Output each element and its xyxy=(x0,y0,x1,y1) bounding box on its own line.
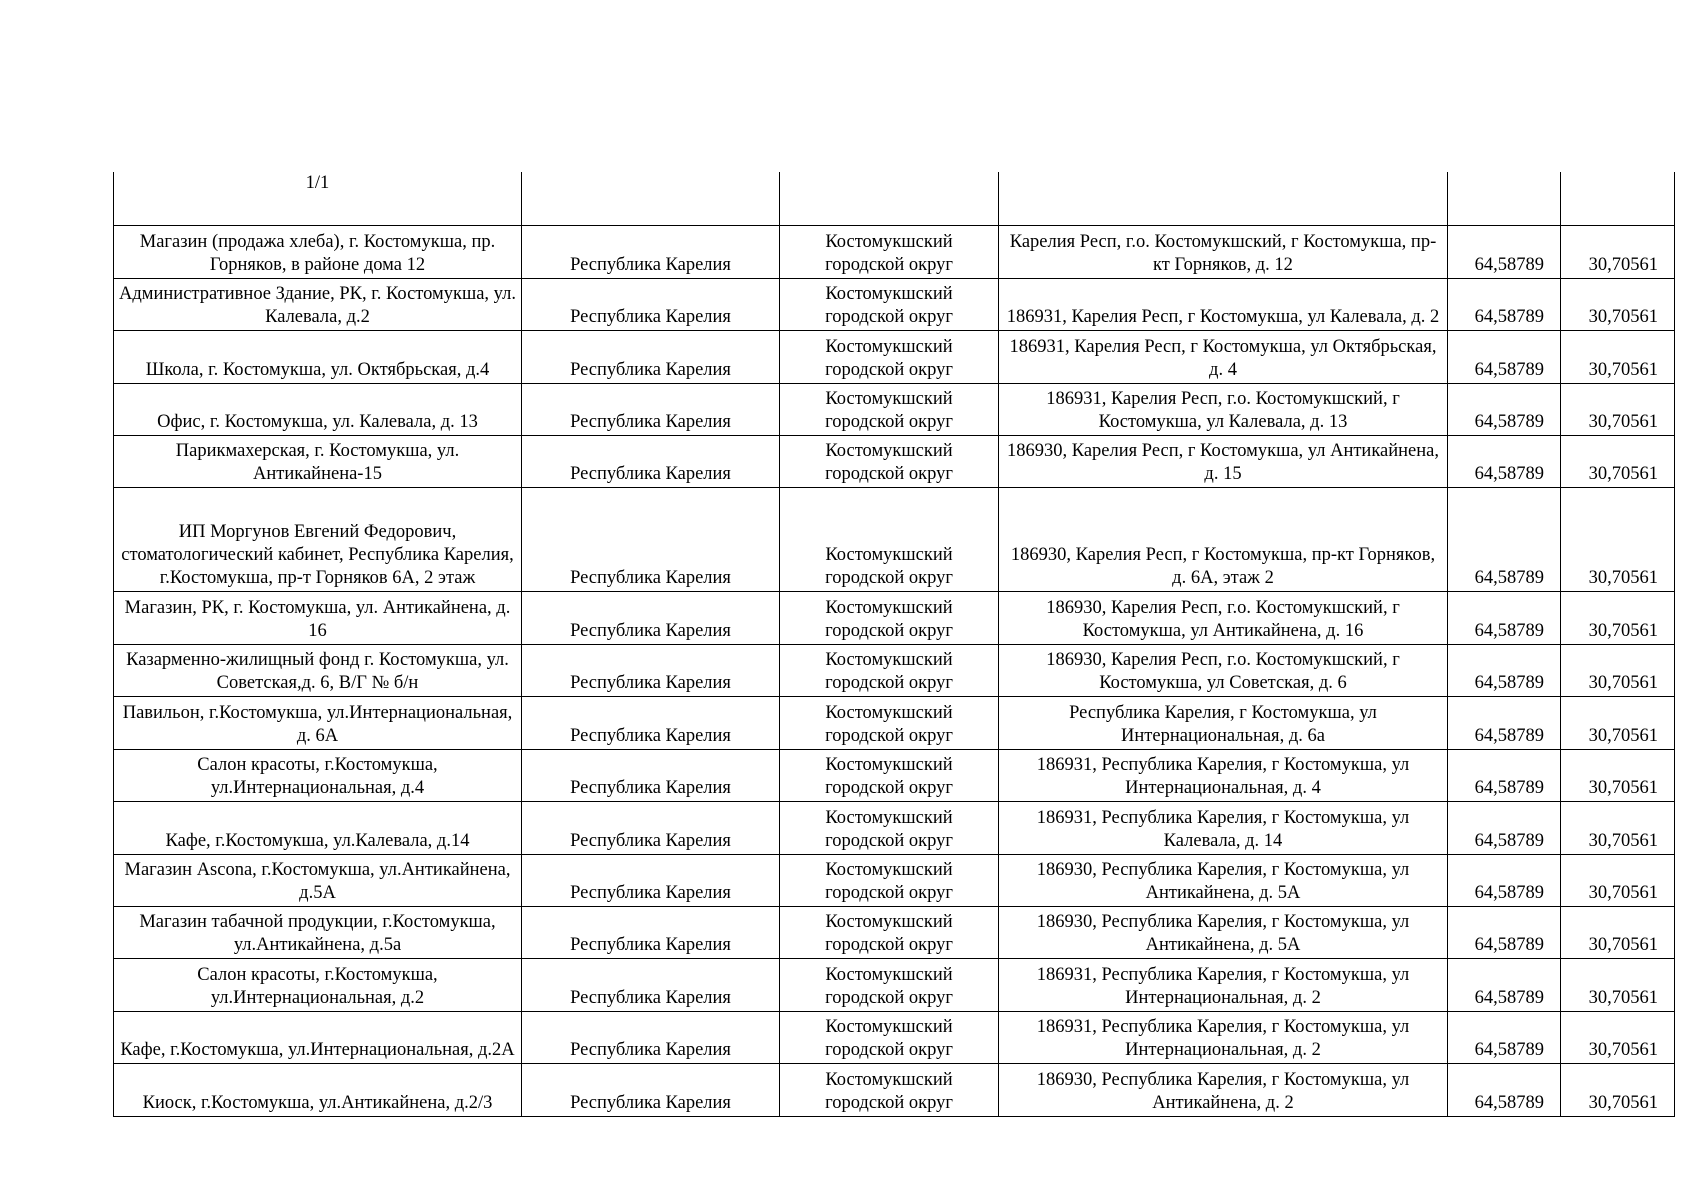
cell-lat: 64,58789 xyxy=(1448,854,1561,906)
cell-name: Парикмахерская, г. Костомукша, ул. Антикайнена-15 xyxy=(114,435,522,487)
cell-region: Республика Карелия xyxy=(522,1011,780,1063)
cell-region: Республика Карелия xyxy=(522,225,780,278)
cell-name: Магазин Ascona, г.Костомукша, ул.Антикайнена, д.5А xyxy=(114,854,522,906)
cell-lon: 30,70561 xyxy=(1561,801,1675,854)
cell-name: Офис, г. Костомукша, ул. Калевала, д. 13 xyxy=(114,383,522,435)
cell-region: Республика Карелия xyxy=(522,854,780,906)
cell-name: Магазин (продажа хлеба), г. Костомукша, пр. Горняков, в районе дома 12 xyxy=(114,225,522,278)
cell-lat: 64,58789 xyxy=(1448,435,1561,487)
cell-lat: 64,58789 xyxy=(1448,330,1561,383)
cell-address: Республика Карелия, г Костомукша, ул Интернациональная, д. 6а xyxy=(999,696,1448,749)
cell-district: Костомукшский городской округ xyxy=(780,435,999,487)
table-row xyxy=(114,591,1675,644)
cell-lon: 30,70561 xyxy=(1561,854,1675,906)
table-row xyxy=(114,696,1675,749)
cell-address: 186931, Республика Карелия, г Костомукша, ул Интернациональная, д. 2 xyxy=(999,958,1448,1011)
cell-lon: 30,70561 xyxy=(1561,644,1675,696)
cell-lon: 30,70561 xyxy=(1561,591,1675,644)
table-body xyxy=(114,172,1675,1116)
cell-lat: 64,58789 xyxy=(1448,801,1561,854)
cell-district: Костомукшский городской округ xyxy=(780,644,999,696)
cell-name: Кафе, г.Костомукша, ул.Калевала, д.14 xyxy=(114,801,522,854)
cell-lat: 64,58789 xyxy=(1448,1063,1561,1116)
table-row xyxy=(114,1011,1675,1063)
cell-district: Костомукшский городской округ xyxy=(780,801,999,854)
cell-district: Костомукшский городской округ xyxy=(780,383,999,435)
table-row xyxy=(114,383,1675,435)
table-row xyxy=(114,330,1675,383)
cell-lat: 64,58789 xyxy=(1448,644,1561,696)
cell-address: 186930, Республика Карелия, г Костомукша, ул Антикайнена, д. 2 xyxy=(999,1063,1448,1116)
cell-name: Кафе, г.Костомукша, ул.Интернациональная, д.2А xyxy=(114,1011,522,1063)
cell-name: Салон красоты, г.Костомукша, ул.Интернациональная, д.4 xyxy=(114,749,522,801)
cell-lat: 64,58789 xyxy=(1448,225,1561,278)
cell-lat: 64,58789 xyxy=(1448,906,1561,958)
cell-name: Казарменно-жилищный фонд г. Костомукша, ул. Советская,д. 6, В/Г № б/н xyxy=(114,644,522,696)
cell-region: Республика Карелия xyxy=(522,1063,780,1116)
cell-name: 1/1 xyxy=(114,172,522,225)
continuation-row xyxy=(114,172,1675,225)
cell-name: Школа, г. Костомукша, ул. Октябрьская, д.4 xyxy=(114,330,522,383)
cell-address: 186931, Республика Карелия, г Костомукша, ул Интернациональная, д. 4 xyxy=(999,749,1448,801)
cell-region: Республика Карелия xyxy=(522,801,780,854)
cell-name: Салон красоты, г.Костомукша, ул.Интернациональная, д.2 xyxy=(114,958,522,1011)
cell-region: Республика Карелия xyxy=(522,958,780,1011)
table-row xyxy=(114,644,1675,696)
cell-address: 186930, Карелия Респ, г Костомукша, пр-кт Горняков, д. 6А, этаж 2 xyxy=(999,487,1448,591)
cell-lon: 30,70561 xyxy=(1561,435,1675,487)
cell-district: Костомукшский городской округ xyxy=(780,487,999,591)
cell-address: 186930, Карелия Респ, г Костомукша, ул Антикайнена, д. 15 xyxy=(999,435,1448,487)
cell-address: 186930, Карелия Респ, г.о. Костомукшский, г Костомукша, ул Советская, д. 6 xyxy=(999,644,1448,696)
cell-name: Магазин, РК, г. Костомукша, ул. Антикайнена, д. 16 xyxy=(114,591,522,644)
cell-region: Республика Карелия xyxy=(522,644,780,696)
cell-address xyxy=(999,172,1448,225)
table-row xyxy=(114,1063,1675,1116)
table-row xyxy=(114,958,1675,1011)
cell-address: 186931, Республика Карелия, г Костомукша, ул Калевала, д. 14 xyxy=(999,801,1448,854)
cell-address: 186931, Карелия Респ, г.о. Костомукшский, г Костомукша, ул Калевала, д. 13 xyxy=(999,383,1448,435)
cell-lon: 30,70561 xyxy=(1561,1011,1675,1063)
cell-name: ИП Моргунов Евгений Федорович, стоматологический кабинет, Республика Карелия, г.Костомукша, пр-т Горняков 6А, 2 этаж xyxy=(114,487,522,591)
cell-district: Костомукшский городской округ xyxy=(780,1011,999,1063)
cell-name: Магазин табачной продукции, г.Костомукша, ул.Антикайнена, д.5а xyxy=(114,906,522,958)
cell-address: 186930, Республика Карелия, г Костомукша, ул Антикайнена, д. 5А xyxy=(999,906,1448,958)
cell-region: Республика Карелия xyxy=(522,591,780,644)
cell-district: Костомукшский городской округ xyxy=(780,749,999,801)
cell-lat: 64,58789 xyxy=(1448,487,1561,591)
cell-district: Костомукшский городской округ xyxy=(780,906,999,958)
cell-region: Республика Карелия xyxy=(522,330,780,383)
cell-lon: 30,70561 xyxy=(1561,330,1675,383)
cell-region: Республика Карелия xyxy=(522,383,780,435)
cell-lon: 30,70561 xyxy=(1561,278,1675,330)
cell-lat: 64,58789 xyxy=(1448,383,1561,435)
cell-lon: 30,70561 xyxy=(1561,487,1675,591)
cell-lat: 64,58789 xyxy=(1448,1011,1561,1063)
table-row xyxy=(114,278,1675,330)
table-row xyxy=(114,225,1675,278)
cell-lat xyxy=(1448,172,1561,225)
table-row xyxy=(114,435,1675,487)
cell-name: Административное Здание, РК, г. Костомукша, ул. Калевала, д.2 xyxy=(114,278,522,330)
table-row xyxy=(114,906,1675,958)
cell-lon: 30,70561 xyxy=(1561,906,1675,958)
table-row xyxy=(114,487,1675,591)
cell-district: Костомукшский городской округ xyxy=(780,696,999,749)
cell-region: Республика Карелия xyxy=(522,696,780,749)
cell-district: Костомукшский городской округ xyxy=(780,1063,999,1116)
cell-district xyxy=(780,172,999,225)
cell-lon: 30,70561 xyxy=(1561,225,1675,278)
cell-lon xyxy=(1561,172,1675,225)
table-row xyxy=(114,749,1675,801)
cell-address: 186931, Карелия Респ, г Костомукша, ул Калевала, д. 2 xyxy=(999,278,1448,330)
cell-district: Костомукшский городской округ xyxy=(780,278,999,330)
cell-name: Павильон, г.Костомукша, ул.Интернациональная, д. 6А xyxy=(114,696,522,749)
cell-lat: 64,58789 xyxy=(1448,696,1561,749)
cell-address: 186930, Республика Карелия, г Костомукша, ул Антикайнена, д. 5А xyxy=(999,854,1448,906)
cell-lat: 64,58789 xyxy=(1448,278,1561,330)
cell-region xyxy=(522,172,780,225)
cell-address: 186931, Карелия Респ, г Костомукша, ул Октябрьская, д. 4 xyxy=(999,330,1448,383)
cell-address: 186931, Республика Карелия, г Костомукша, ул Интернациональная, д. 2 xyxy=(999,1011,1448,1063)
cell-district: Костомукшский городской округ xyxy=(780,330,999,383)
cell-district: Костомукшский городской округ xyxy=(780,958,999,1011)
cell-region: Республика Карелия xyxy=(522,435,780,487)
cell-lat: 64,58789 xyxy=(1448,749,1561,801)
cell-lon: 30,70561 xyxy=(1561,696,1675,749)
cell-region: Республика Карелия xyxy=(522,487,780,591)
table-row xyxy=(114,801,1675,854)
cell-name: Киоск, г.Костомукша, ул.Антикайнена, д.2/3 xyxy=(114,1063,522,1116)
cell-lon: 30,70561 xyxy=(1561,1063,1675,1116)
cell-district: Костомукшский городской округ xyxy=(780,225,999,278)
cell-lon: 30,70561 xyxy=(1561,958,1675,1011)
cell-lon: 30,70561 xyxy=(1561,749,1675,801)
cell-region: Республика Карелия xyxy=(522,906,780,958)
cell-region: Республика Карелия xyxy=(522,278,780,330)
cell-lon: 30,70561 xyxy=(1561,383,1675,435)
cell-address: 186930, Карелия Респ, г.о. Костомукшский, г Костомукша, ул Антикайнена, д. 16 xyxy=(999,591,1448,644)
objects-table xyxy=(113,172,1675,1117)
cell-address: Карелия Респ, г.о. Костомукшский, г Костомукша, пр-кт Горняков, д. 12 xyxy=(999,225,1448,278)
cell-region: Республика Карелия xyxy=(522,749,780,801)
table-row xyxy=(114,854,1675,906)
cell-district: Костомукшский городской округ xyxy=(780,591,999,644)
cell-lat: 64,58789 xyxy=(1448,958,1561,1011)
cell-lat: 64,58789 xyxy=(1448,591,1561,644)
cell-district: Костомукшский городской округ xyxy=(780,854,999,906)
